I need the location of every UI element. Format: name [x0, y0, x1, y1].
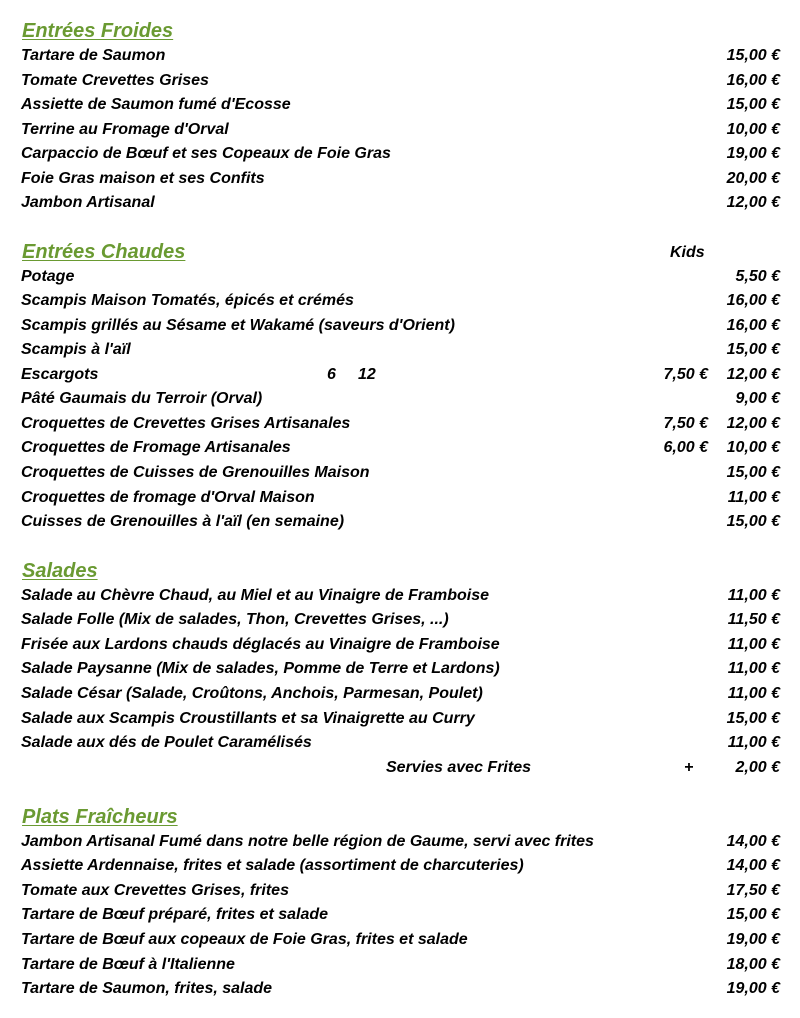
item-name: Potage: [21, 268, 75, 285]
section-title-salades: Salades: [22, 560, 98, 582]
item-name: Tomate Crevettes Grises: [21, 72, 209, 89]
item-price: 15,00 €: [726, 710, 780, 727]
menu-item: [0, 316, 800, 340]
item-quantity-large: 12: [358, 366, 376, 383]
supplement-plus-sign: +: [684, 759, 694, 776]
item-price: 17,50 €: [726, 882, 780, 899]
menu-item: [0, 267, 800, 291]
item-price: 15,00 €: [726, 341, 780, 358]
menu-item: [0, 46, 800, 70]
menu-item: [0, 659, 800, 683]
item-name: Salade Folle (Mix de salades, Thon, Crevettes Grises, ...): [21, 611, 449, 628]
item-name: Salade au Chèvre Chaud, au Miel et au Vinaigre de Framboise: [21, 587, 489, 604]
item-name: Jambon Artisanal: [21, 194, 155, 211]
item-price: 11,50 €: [727, 611, 780, 628]
menu-item: [0, 365, 800, 389]
menu-item: [0, 881, 800, 905]
menu-item: [0, 586, 800, 610]
menu-item: [0, 733, 800, 757]
item-price: 11,00 €: [727, 636, 780, 653]
item-name: Croquettes de Cuisses de Grenouilles Maison: [21, 464, 370, 481]
menu-item: [0, 291, 800, 315]
menu-item: [0, 635, 800, 659]
menu-item: [0, 389, 800, 413]
item-name: Croquettes de fromage d'Orval Maison: [21, 489, 315, 506]
menu-item: [0, 832, 800, 856]
item-kids-price: 7,50 €: [663, 415, 708, 432]
item-name: Foie Gras maison et ses Confits: [21, 170, 265, 187]
item-price: 15,00 €: [726, 47, 780, 64]
item-price: 15,00 €: [726, 464, 780, 481]
item-quantity-small: 6: [327, 366, 336, 383]
item-price: 14,00 €: [726, 857, 780, 874]
item-name: Carpaccio de Bœuf et ses Copeaux de Foie Gras: [21, 145, 391, 162]
menu-item: [0, 463, 800, 487]
supplement-price: 2,00 €: [735, 759, 780, 776]
item-name: Croquettes de Crevettes Grises Artisanales: [21, 415, 351, 432]
item-price: 12,00 €: [726, 194, 780, 211]
supplement-row: [0, 758, 800, 782]
kids-column-label: Kids: [670, 244, 705, 261]
item-name: Assiette de Saumon fumé d'Ecosse: [21, 96, 291, 113]
item-price: 19,00 €: [726, 980, 780, 997]
item-price: 18,00 €: [726, 956, 780, 973]
item-name: Scampis grillés au Sésame et Wakamé (saveurs d'Orient): [21, 317, 455, 334]
section-title-entrees-froides: Entrées Froides: [22, 20, 174, 42]
item-kids-price: 7,50 €: [663, 366, 708, 383]
item-name: Salade César (Salade, Croûtons, Anchois, Parmesan, Poulet): [21, 685, 483, 702]
item-price: 16,00 €: [726, 317, 780, 334]
menu-item: [0, 95, 800, 119]
item-kids-price: 6,00 €: [663, 439, 708, 456]
item-price: 16,00 €: [726, 292, 780, 309]
menu-item: [0, 610, 800, 634]
item-price: 11,00 €: [727, 734, 780, 751]
section-title-entrees-chaudes: Entrées Chaudes: [22, 241, 186, 263]
item-price: 16,00 €: [726, 72, 780, 89]
item-price: 20,00 €: [726, 170, 780, 187]
item-name: Tartare de Saumon: [21, 47, 166, 64]
menu-item: [0, 684, 800, 708]
item-price: 12,00 €: [726, 415, 780, 432]
item-name: Scampis Maison Tomatés, épicés et crémés: [21, 292, 354, 309]
item-name: Salade Paysanne (Mix de salades, Pomme de Terre et Lardons): [21, 660, 500, 677]
item-price: 10,00 €: [726, 439, 780, 456]
item-name: Jambon Artisanal Fumé dans notre belle région de Gaume, servi avec frites: [21, 833, 594, 850]
item-price: 11,00 €: [727, 489, 780, 506]
item-name: Croquettes de Fromage Artisanales: [21, 439, 291, 456]
menu-item: [0, 120, 800, 144]
menu-item: [0, 169, 800, 193]
item-price: 9,00 €: [735, 390, 780, 407]
section-title-plats-fraicheurs: Plats Fraîcheurs: [22, 806, 178, 828]
item-name: Cuisses de Grenouilles à l'aïl (en semaine): [21, 513, 345, 530]
menu-item: [0, 414, 800, 438]
item-name: Frisée aux Lardons chauds déglacés au Vinaigre de Framboise: [21, 636, 500, 653]
supplement-label: Servies avec Frites: [386, 759, 531, 776]
item-price: 5,50 €: [735, 268, 780, 285]
item-price: 11,00 €: [727, 660, 780, 677]
item-price: 15,00 €: [726, 906, 780, 923]
item-name: Salade aux Scampis Croustillants et sa Vinaigrette au Curry: [21, 710, 475, 727]
menu-item: [0, 979, 800, 1003]
item-name: Escargots: [21, 366, 99, 383]
menu-item: [0, 71, 800, 95]
item-name: Scampis à l'aïl: [21, 341, 131, 358]
item-name: Terrine au Fromage d'Orval: [21, 121, 229, 138]
menu-item: [0, 438, 800, 462]
item-price: 10,00 €: [726, 121, 780, 138]
menu-item: [0, 488, 800, 512]
item-name: Tartare de Bœuf à l'Italienne: [21, 956, 235, 973]
item-name: Tartare de Bœuf préparé, frites et salade: [21, 906, 329, 923]
menu-item: [0, 856, 800, 880]
menu-item: [0, 905, 800, 929]
item-name: Tartare de Bœuf aux copeaux de Foie Gras, frites et salade: [21, 931, 468, 948]
item-price: 15,00 €: [726, 513, 780, 530]
menu-item: [0, 193, 800, 217]
item-price: 19,00 €: [726, 931, 780, 948]
item-name: Pâté Gaumais du Terroir (Orval): [21, 390, 263, 407]
item-name: Tomate aux Crevettes Grises, frites: [21, 882, 289, 899]
item-price: 15,00 €: [726, 96, 780, 113]
menu-item: [0, 144, 800, 168]
menu-item: [0, 930, 800, 954]
item-price: 11,00 €: [727, 587, 780, 604]
item-price: 12,00 €: [726, 366, 780, 383]
item-name: Salade aux dés de Poulet Caramélisés: [21, 734, 312, 751]
menu-item: [0, 709, 800, 733]
item-price: 11,00 €: [727, 685, 780, 702]
menu-item: [0, 955, 800, 979]
item-price: 19,00 €: [726, 145, 780, 162]
item-price: 14,00 €: [726, 833, 780, 850]
menu-item: [0, 340, 800, 364]
menu-item: [0, 512, 800, 536]
item-name: Assiette Ardennaise, frites et salade (assortiment de charcuteries): [21, 857, 524, 874]
item-name: Tartare de Saumon, frites, salade: [21, 980, 273, 997]
